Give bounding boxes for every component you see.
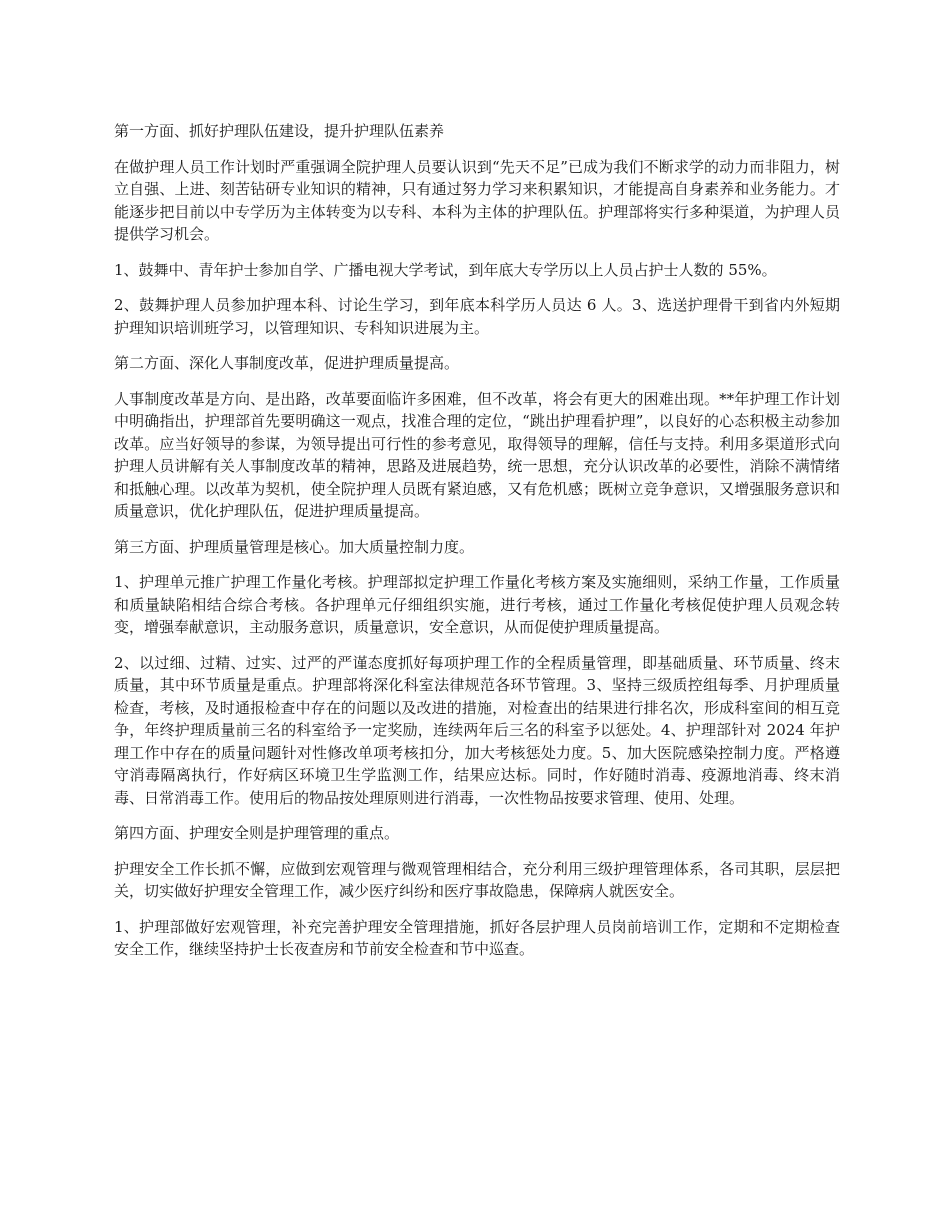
body-paragraph: 在做护理人员工作计划时严重强调全院护理人员要认识到“先天不足”已成为我们不断求学的动力而非阻力，树立自强、上进、刻苦钻研专业知识的精神，只有通过努力学习来积累知识，才能提高自身素养和业务能力。才能逐步把目前以中专学历为主体转变为以专科、本科为主体的护理队伍。护理部将实行多种渠道，为护理人员提供学习机会。 (114, 157, 840, 243)
list-item: 1、鼓舞中、青年护士参加自学、广播电视大学考试，到年底大专学历以上人员占护士人数的 55%。 (114, 260, 777, 279)
body-paragraph: 人事制度改革是方向、是出路，改革要面临许多困难，但不改革，将会有更大的困难出现。**年护理工作计划中明确指出，护理部首先要明确这一观点，找准合理的定位，“跳出护理看护理”，以良好的心态积极主动参加改革。应当好领导的参谋，为领导提出可行性的参考意见，取得领导的理解，信任与支持。利用多渠道形式向护理人员讲解有关人事制度改革的精神，思路及进展趋势，统一思想，充分认识改革的必要性，消除不满情绪和抵触心理。以改革为契机，使全院护理人员既有紧迫感，又有危机感；既树立竞争意识，又增强服务意识和质量意识，优化护理队伍，促进护理质量提高。 (114, 389, 840, 520)
section-heading-2: 第二方面、深化人事制度改革，促进护理质量提高。 (114, 354, 460, 372)
list-item: 1、护理部做好宏观管理，补充完善护理安全管理措施，抓好各层护理人员岗前培训工作，定期和不定期检查安全工作，继续坚持护士长夜查房和节前安全检查和节中巡查。 (114, 917, 840, 958)
body-paragraph: 护理安全工作长抓不懈，应做到宏观管理与微观管理相结合，充分利用三级护理管理体系，各司其职，层层把关，切实做好护理安全管理工作，减少医疗纠纷和医疗事故隐患，保障病人就医安全。 (114, 859, 840, 900)
list-item: 2、以过细、过精、过实、过严的严谨态度抓好每项护理工作的全程质量管理，即基础质量、环节质量、终末质量，其中环节质量是重点。护理部将深化科室法律规范各环节管理。3、坚持三级质控组每季、月护理质量检查，考核，及时通报检查中存在的问题以及改进的措施，对检查出的结果进行排名次，形成科室间的相互竞争，年终护理质量前三名的科室给予一定奖励，连续两年后三名的科室予以惩处。4、护理部针对 2024 年护理工作中存在的质量问题针对性修改单项考核扣分，加大考核惩处力度。5、加大医院感染控制力度。严格遵守消毒隔离执行，作好病区环境卫生学监测工作，结果应达标。同时，作好随时消毒、疫源地消毒、终末消毒、日常消毒工作。使用后的物品按处理原则进行消毒，一次性物品按要求管理、使用、处理。 (114, 653, 840, 807)
document-page (114, 120, 840, 974)
list-item: 1、护理单元推广护理工作量化考核。护理部拟定护理工作量化考核方案及实施细则，采纳工作量，工作质量和质量缺陷相结合综合考核。各护理单元仔细组织实施，进行考核，通过工作量化考核促使护理人员观念转变，增强奉献意识，主动服务意识，质量意识，安全意识，从而促使护理质量提高。 (114, 573, 840, 636)
section-heading-3: 第三方面、护理质量管理是核心。加大质量控制力度。 (114, 537, 475, 556)
section-heading-4: 第四方面、护理安全则是护理管理的重点。 (114, 824, 400, 842)
list-item: 2、鼓舞护理人员参加护理本科、讨论生学习，到年底本科学历人员达 6 人。3、选送护理骨干到省内外短期护理知识培训班学习，以管理知识、专科知识进展为主。 (114, 296, 840, 337)
section-heading-1: 第一方面、抓好护理队伍建设，提升护理队伍素养 (114, 122, 445, 140)
